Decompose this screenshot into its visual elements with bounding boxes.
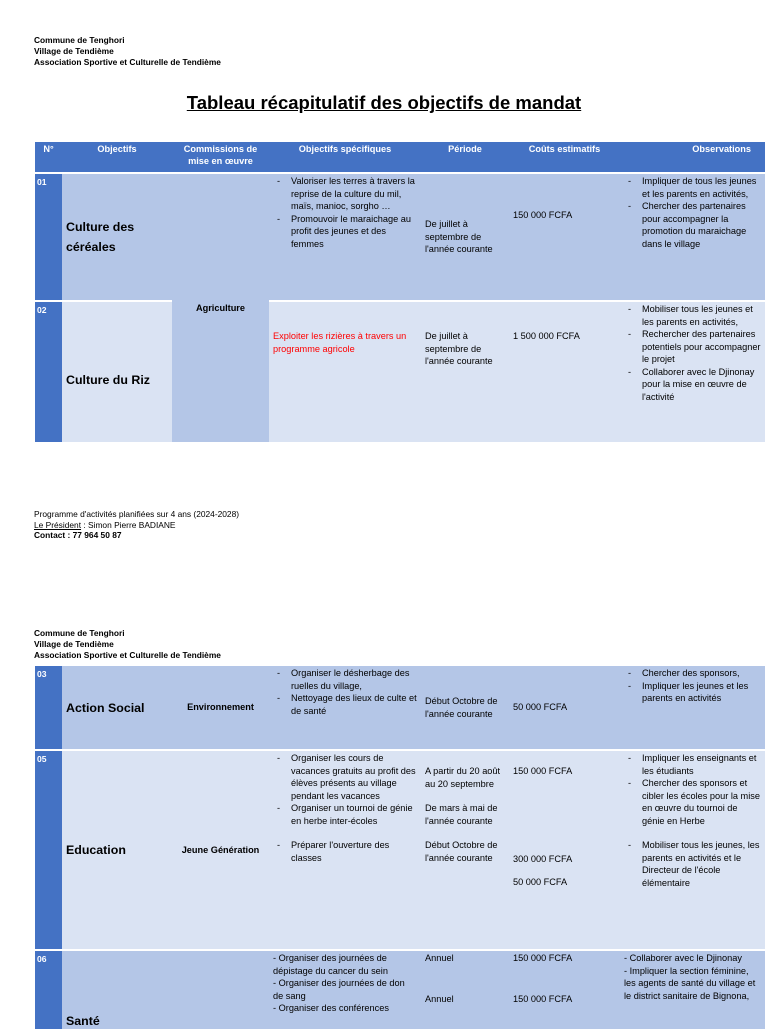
table-row — [35, 666, 765, 750]
header-objectifs: Objectifs — [62, 142, 172, 173]
specific-objectives — [269, 666, 421, 750]
list-item: - Préparer l'ouverture des classes — [273, 839, 417, 864]
header-periode: Période — [421, 142, 509, 173]
row-number: 01 — [35, 173, 62, 301]
header-specifiques: Objectifs spécifiques — [269, 142, 421, 173]
period: Début Octobre de l'année courante — [425, 840, 498, 863]
list-item: - Impliquer la section féminine, les agents de santé du village et le district sanitaire de Bignona, — [624, 965, 756, 1001]
specific-objectives — [269, 173, 421, 301]
header-num: N° — [35, 142, 62, 173]
table-row — [35, 301, 765, 443]
document-title: Tableau récapitulatif des objectifs de mandat — [186, 92, 582, 113]
cost: 150 000 FCFA — [513, 766, 573, 776]
contact-line: Contact : 77 964 50 87 — [34, 530, 122, 540]
list-item: - Organiser un tournoi de génie en herbe inter-écoles — [273, 802, 417, 827]
list-item: - Collaborer avec le Djinonay — [624, 953, 742, 963]
header-commissions: Commissions de mise en œuvre — [172, 142, 269, 173]
specific-objectives: Exploiter les rizières à travers un programme agricole — [269, 301, 421, 443]
objective-name: Santé — [62, 950, 172, 1030]
observations — [620, 950, 765, 1030]
objective-name: Culture des céréales — [62, 173, 172, 301]
cost: 150 000 FCFA — [513, 993, 573, 1004]
president-name: : Simon Pierre BADIANE — [81, 519, 176, 530]
list-item: - Collaborer avec le Djinonay pour la mise en œuvre de l'activité — [624, 366, 761, 404]
commission-name: Jeune Génération — [172, 750, 269, 950]
cost: 50 000 FCFA — [513, 877, 568, 887]
periods — [421, 950, 509, 1030]
observations — [620, 301, 765, 443]
period: Annuel — [425, 953, 454, 963]
table-header-row — [35, 142, 765, 173]
costs — [509, 950, 620, 1030]
observations — [620, 750, 765, 950]
list-item: - Chercher des sponsors, — [624, 667, 761, 680]
period: De mars à mai de l'année courante — [425, 803, 498, 826]
commune-name: Commune de Tenghori — [34, 628, 125, 638]
list-item: - Mobiliser tous les jeunes et les parents en activités, — [624, 303, 761, 328]
president-line — [34, 520, 239, 531]
header-couts: Coûts estimatifs — [509, 142, 620, 173]
list-item: - Organiser des journées de dépistage du cancer du sein — [273, 953, 388, 976]
cost: 1 500 000 FCFA — [509, 301, 620, 443]
list-item: - Organiser des conférences — [273, 1003, 389, 1013]
list-item: - Impliquer de tous les jeunes et les parents en activités, — [624, 175, 761, 200]
costs — [509, 750, 620, 950]
page-footer — [34, 509, 239, 541]
period: A partir du 20 août au 20 septembre — [425, 766, 501, 789]
programme-line: Programme d'activités planifiées sur 4 ans (2024-2028) — [34, 509, 240, 519]
row-number: 05 — [35, 750, 62, 950]
objectives-table-2 — [35, 666, 765, 1031]
row-number: 03 — [35, 666, 62, 750]
list-item: - Mobiliser tous les jeunes, les parents en activités et le Directeur de l'école élémentaire — [624, 839, 761, 889]
commission-name: Agriculture — [172, 173, 269, 443]
period: De juillet à septembre de l'année courante — [421, 173, 509, 301]
period: Début Octobre de l'année courante — [421, 666, 509, 750]
observations — [620, 666, 765, 750]
village-name: Village de Tendième — [34, 639, 114, 649]
objectives-table-1 — [35, 142, 765, 444]
list-item: - Organiser des journées de don de sang — [273, 978, 405, 1001]
objective-name: Culture du Riz — [62, 301, 172, 443]
commission-name: Environnement — [172, 666, 269, 750]
specific-objectives — [269, 750, 421, 950]
list-item: - Impliquer les enseignants et les étudiants — [624, 752, 761, 777]
objective-name: Education — [62, 750, 172, 950]
letterhead-second-page — [34, 628, 221, 661]
table-row — [35, 173, 765, 301]
list-item: - Chercher des sponsors et cibler les écoles pour la mise en œuvre du tournoi de génie en Herbe — [624, 777, 761, 827]
period: Annuel — [425, 993, 454, 1004]
observations — [620, 173, 765, 301]
list-item: - Impliquer les jeunes et les parents en activités — [624, 680, 761, 705]
village-name: Village de Tendième — [34, 46, 114, 56]
cost: 300 000 FCFA — [513, 853, 573, 864]
cost: 150 000 FCFA — [509, 173, 620, 301]
list-item: - Valoriser les terres à travers la reprise de la culture du mil, maïs, manioc, sorgho … — [273, 175, 417, 213]
list-item: - Nettoyage des lieux de culte et de santé — [273, 692, 417, 717]
list-item: - Rechercher des partenaires potentiels pour accompagner le projet — [624, 328, 761, 366]
list-item: - Chercher des partenaires pour accompagner la promotion du maraichage dans le village — [624, 200, 761, 250]
commission-name — [172, 950, 269, 1030]
row-number: 06 — [35, 950, 62, 1030]
table-row — [35, 950, 765, 1030]
cost: 150 000 FCFA — [513, 953, 573, 963]
header-observations: Observations — [620, 142, 765, 173]
list-item: - Organiser le désherbage des ruelles du village, — [273, 667, 417, 692]
objective-name: Action Social — [62, 666, 172, 750]
list-item: - Organiser les cours de vacances gratuits au profit des élèves présents au village pendant les vacances — [273, 752, 417, 802]
table-row — [35, 750, 765, 950]
cost: 50 000 FCFA — [509, 666, 620, 750]
specific-objectives — [269, 950, 421, 1030]
periods — [421, 750, 509, 950]
list-item: - Promouvoir le maraichage au profit des jeunes et des femmes — [273, 213, 417, 251]
row-number: 02 — [35, 301, 62, 443]
period: De juillet à septembre de l'année courante — [421, 301, 509, 443]
commune-name: Commune de Tenghori — [34, 35, 125, 45]
president-label: Le Président — [34, 519, 82, 530]
association-name: Association Sportive et Culturelle de Tendième — [34, 650, 221, 660]
letterhead-top — [34, 35, 221, 68]
association-name: Association Sportive et Culturelle de Tendième — [34, 57, 221, 67]
